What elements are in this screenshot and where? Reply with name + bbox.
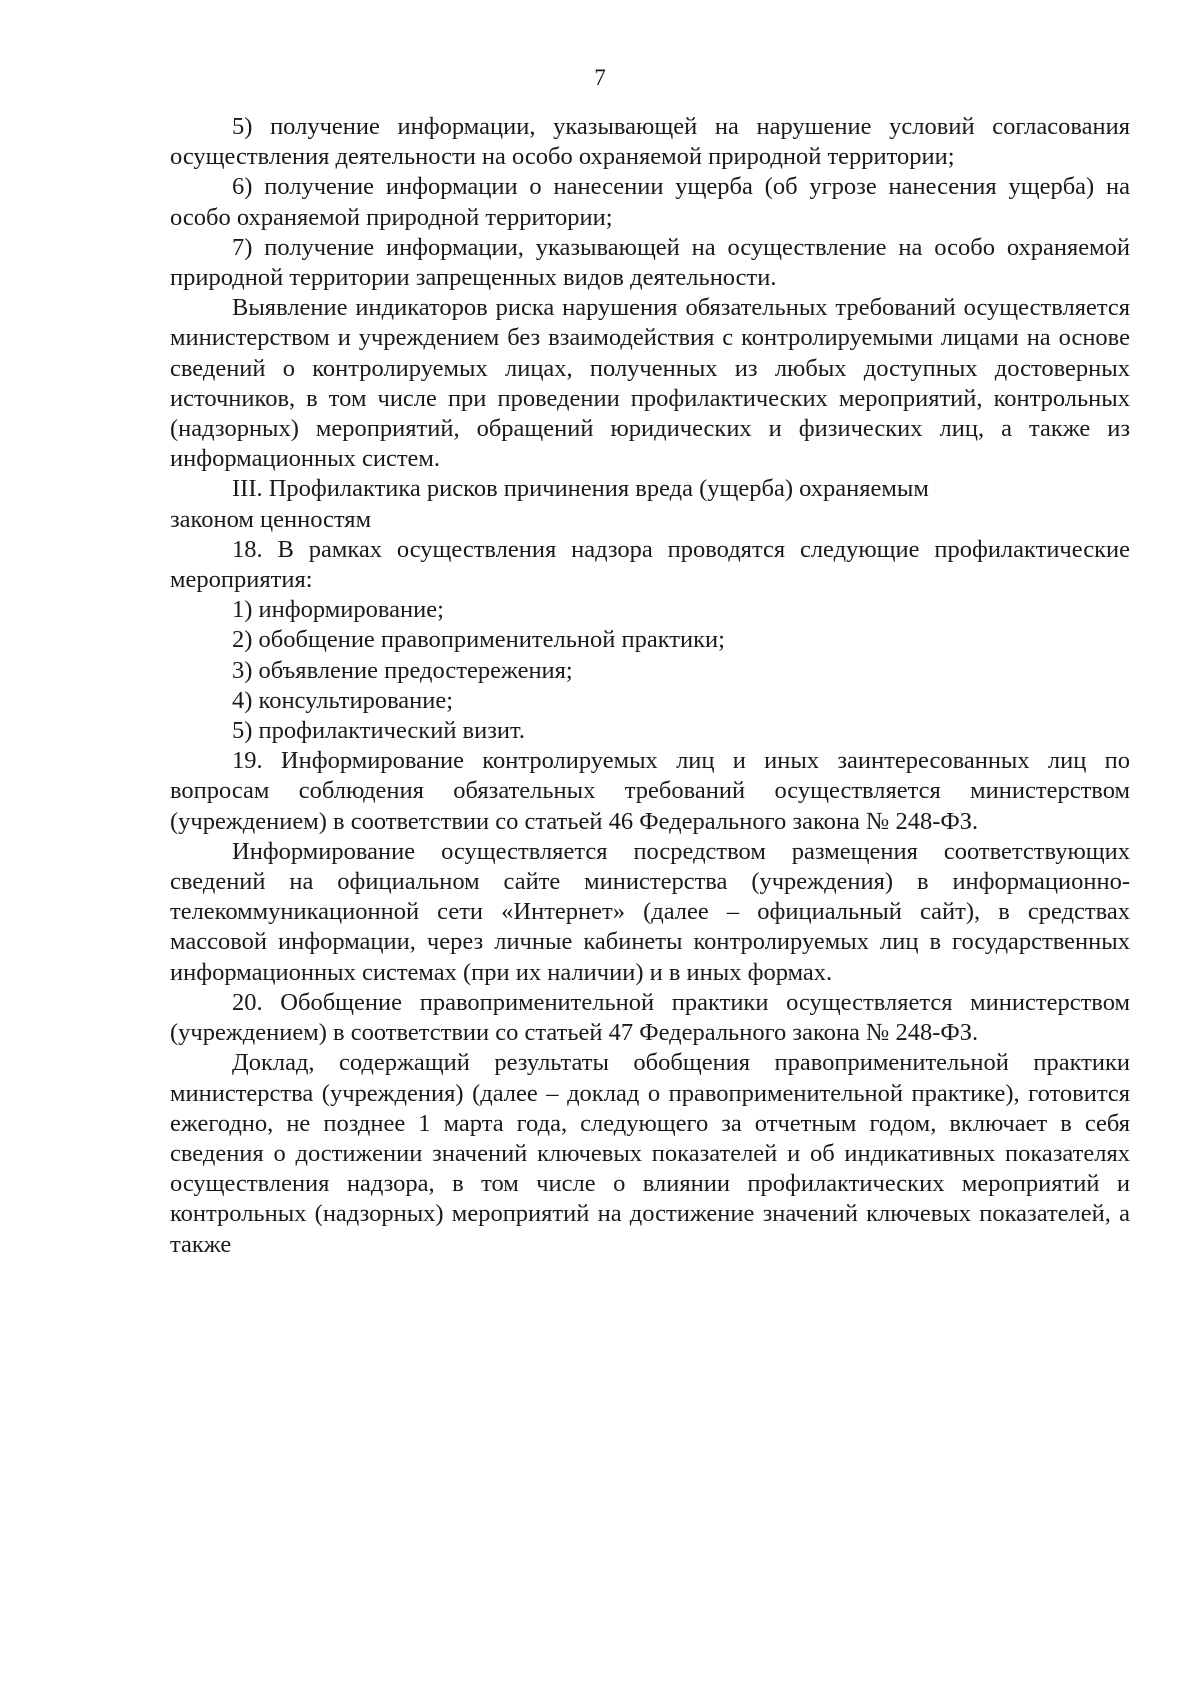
- document-body: [170, 112, 1130, 1260]
- section-heading-line-1: III. Профилактика рисков причинения вреда (ущерба) охраняемым: [232, 475, 929, 503]
- paragraph-clause-18: 18. В рамках осуществления надзора проводятся следующие профилактические мероприятия:: [170, 535, 1130, 594]
- profilactic-measure-3: 3) объявление предостережения;: [232, 656, 573, 684]
- paragraph-item-7: 7) получение информации, указывающей на осуществление на особо охраняемой природной территории запрещенных видов деятельности.: [170, 233, 1130, 292]
- profilactic-measure-2: 2) обобщение правоприменительной практики;: [232, 626, 725, 654]
- page-number: 7: [594, 65, 606, 90]
- paragraph-clause-20: 20. Обобщение правоприменительной практики осуществляется министерством (учреждением) в соответствии со статьей 47 Федерального закона № 248-ФЗ.: [170, 988, 1130, 1047]
- section-heading-line-2: законом ценностям: [170, 505, 372, 533]
- paragraph-item-6: 6) получение информации о нанесении ущерба (об угрозе нанесения ущерба) на особо охраняемой природной территории;: [170, 173, 1130, 231]
- paragraph-item-5: 5) получение информации, указывающей на нарушение условий согласования осуществления деятельности на особо охраняемой природной территории;: [170, 113, 1130, 171]
- paragraph-report: Доклад, содержащий результаты обобщения правоприменительной практики министерства (учреждения) (далее – доклад о правоприменительной практике), готовится ежегодно, не позднее 1 марта года, следующего за отчетным годом, включает в себя сведения о достижении значений ключевых показателей и об индикативных показателях осуществления надзора, в том числе о влиянии профилактических мероприятий и контрольных (надзорных) мероприятий на достижение значений ключевых показателей, а также: [170, 1049, 1130, 1258]
- paragraph-informing-methods: Информирование осуществляется посредством размещения соответствующих сведений на официальном сайте министерства (учреждения) в информационно-телекоммуникационной сети «Интернет» (далее – официальный сайт), в средствах массовой информации, через личные кабинеты контролируемых лиц в государственных информационных системах (при их наличии) и в иных формах.: [170, 837, 1130, 986]
- section-heading: [170, 474, 1130, 534]
- profilactic-measure-1: 1) информирование;: [232, 596, 444, 624]
- profilactic-measure-4: 4) консультирование;: [232, 686, 454, 714]
- profilactic-measure-5: 5) профилактический визит.: [232, 717, 526, 745]
- paragraph-risk-indicators: Выявление индикаторов риска нарушения обязательных требований осуществляется министерством и учреждением без взаимодействия с контролируемыми лицами на основе сведений о контролируемых лицах, полученных из любых доступных достоверных источников, в том числе при проведении профилактических мероприятий, контрольных (надзорных) мероприятий, обращений юридических и физических лиц, а также из информационных систем.: [170, 294, 1130, 473]
- paragraph-clause-19: 19. Информирование контролируемых лиц и иных заинтересованных лиц по вопросам соблюдения обязательных требований осуществляется министерством (учреждением) в соответствии со статьей 46 Федерального закона № 248-ФЗ.: [170, 747, 1130, 835]
